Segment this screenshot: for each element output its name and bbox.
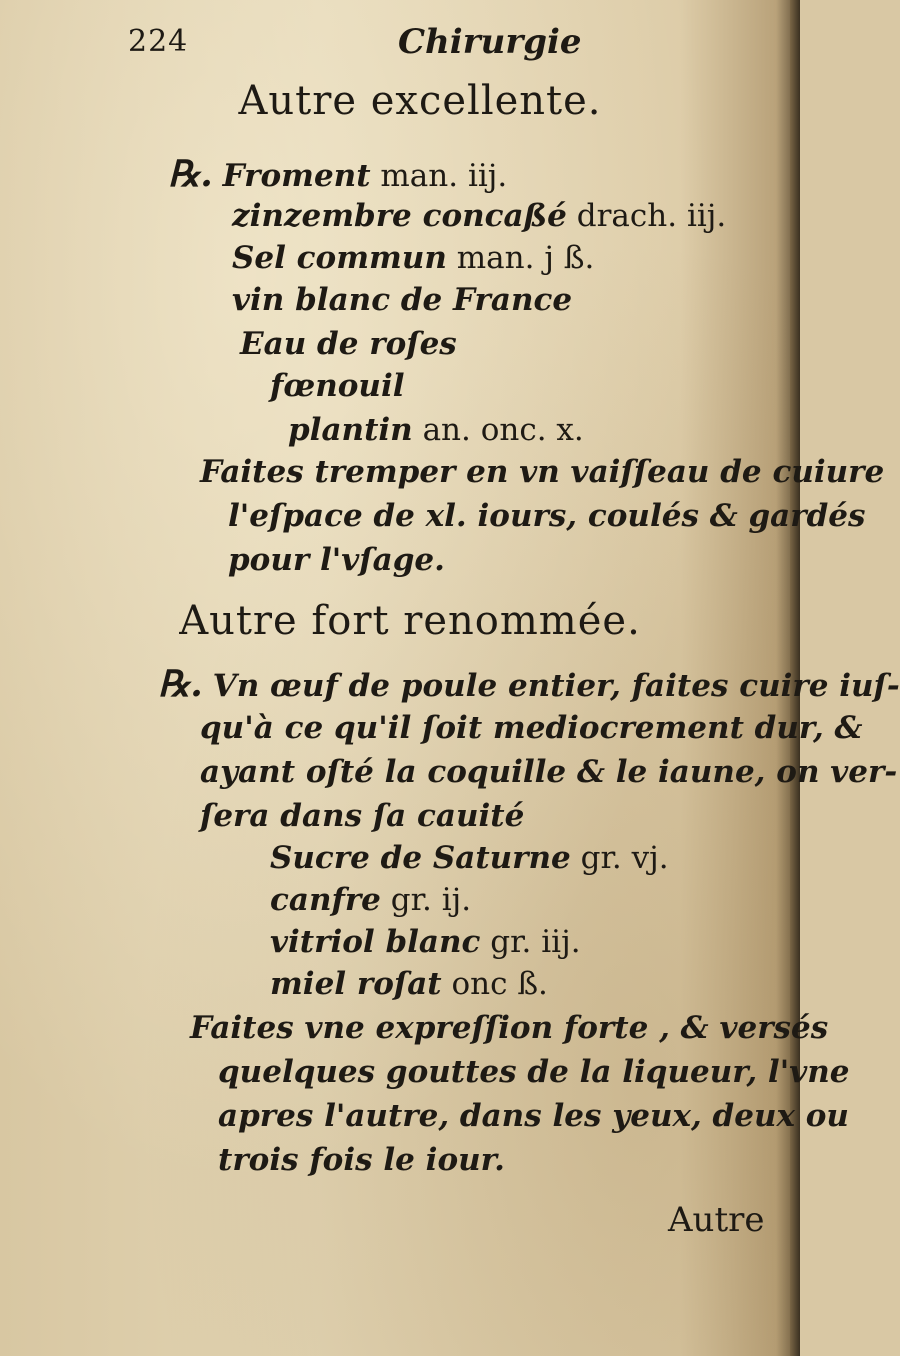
recipe-title-1: Autre excellente. (238, 78, 602, 124)
recipe-1-line: fœnouil (270, 368, 405, 404)
recipe-1-line: zinzembre concaßé drach. iij. (232, 198, 727, 234)
recipe-symbol: ℞. (168, 153, 213, 195)
recipe-1-line: Sel commun man. j ß. (232, 240, 595, 276)
page-header (128, 18, 588, 70)
page-number: 224 (128, 24, 189, 59)
recipe-2-line: quelques gouttes de la liqueur, l'vne (218, 1054, 850, 1090)
recipe-1-line: Faites tremper en vn vaiſſeau de cuiure (200, 454, 885, 490)
recipe-1-line: vin blanc de France (232, 282, 573, 318)
running-head: Chirurgie (398, 22, 582, 62)
recipe-1-line: pour l'vſage. (228, 542, 445, 578)
catchword: Autre (668, 1200, 765, 1240)
recipe-2-line: vitriol blanc gr. iij. (270, 924, 581, 960)
recipe-2-line: qu'à ce qu'il ſoit mediocrement dur, & (200, 710, 863, 746)
recipe-title-2: Autre fort renommée. (179, 598, 641, 644)
recipe-2-line: apres l'autre, dans les yeux, deux ou (218, 1098, 849, 1134)
recipe-1-line: l'eſpace de xl. iours, coulés & gardés (228, 498, 866, 534)
recipe-2-line: Faites vne expreſſion forte , & versés (190, 1010, 829, 1046)
recipe-2-line: ayant oſté la coquille & le iaune, on ver- (200, 754, 898, 790)
recipe-2-line: Sucre de Saturne gr. vj. (270, 840, 669, 876)
recipe-2-line: trois fois le iour. (218, 1142, 505, 1178)
recipe-2-line: miel roſat onc ß. (270, 966, 548, 1002)
recipe-2-line: ſera dans ſa cauité (200, 798, 525, 834)
recipe-symbol: ℞. (158, 663, 203, 705)
recipe-2-line: ℞. Vn œuf de poule entier, faites cuire iuſ- (158, 663, 900, 705)
recipe-1-line: plantin an. onc. x. (288, 412, 584, 448)
recipe-1-line: ℞. Froment man. iij. (168, 153, 508, 195)
recipe-1-line: Eau de roſes (240, 326, 457, 362)
recipe-2-line: canfre gr. ij. (270, 882, 472, 918)
